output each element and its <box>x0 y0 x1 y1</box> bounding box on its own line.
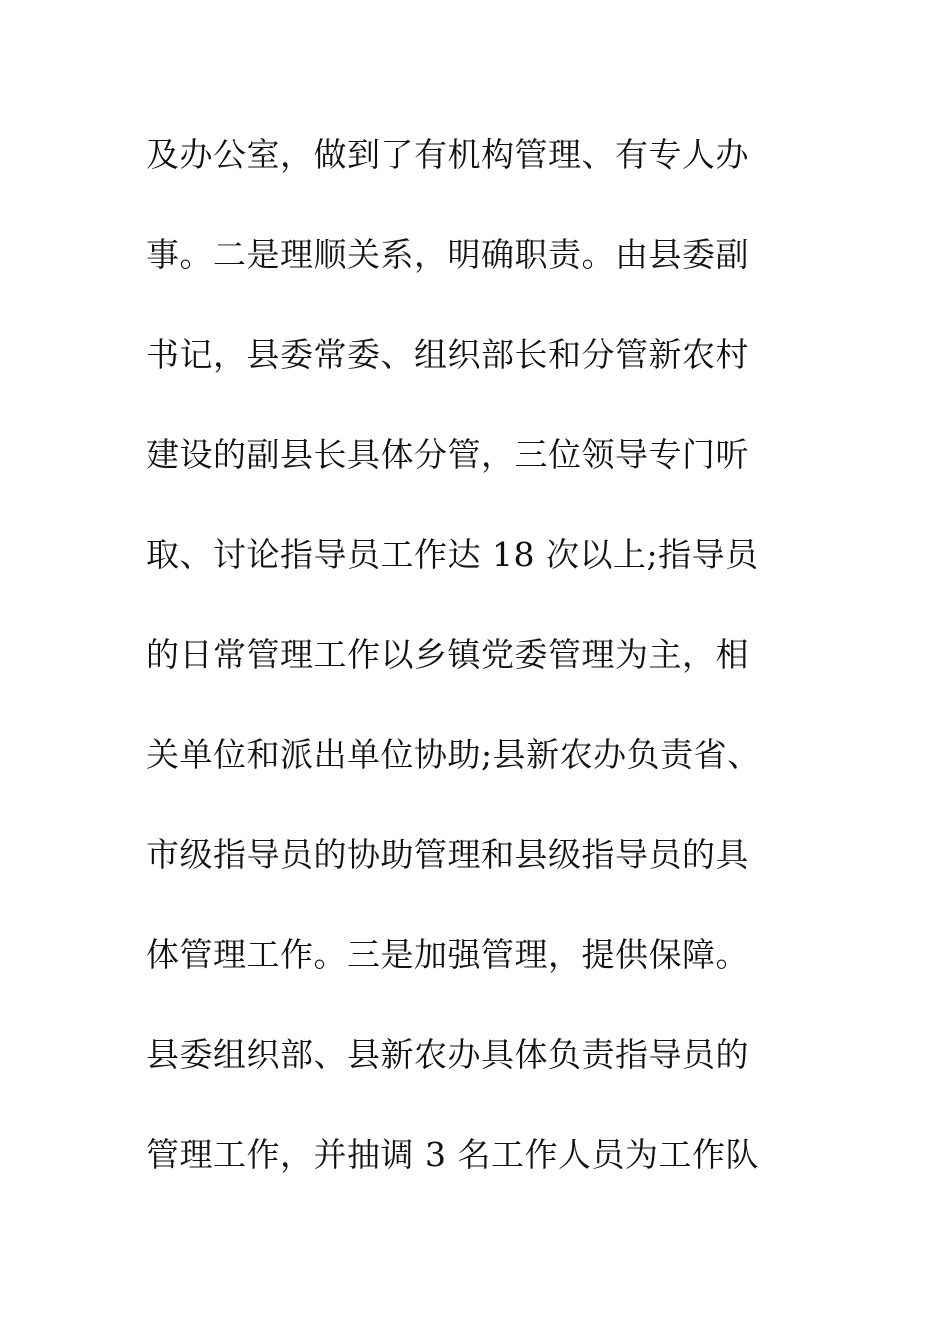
text-line-6: 的日常管理工作以乡镇党委管理为主，相 <box>146 635 749 674</box>
text-line-3: 书记，县委常委、组织部长和分管新农村 <box>146 335 749 374</box>
text-line-9: 体管理工作。三是加强管理，提供保障。 <box>146 935 749 974</box>
text-line-11: 管理工作，并抽调 3 名工作人员为工作队 <box>146 1135 759 1174</box>
body-text <box>146 128 806 1228</box>
text-line-2: 事。二是理顺关系，明确职责。由县委副 <box>146 235 749 274</box>
text-line-5: 取、讨论指导员工作达 18 次以上;指导员 <box>146 535 759 574</box>
text-line-1: 及办公室，做到了有机构管理、有专人办 <box>146 135 749 174</box>
text-line-10: 县委组织部、县新农办具体负责指导员的 <box>146 1035 749 1074</box>
text-line-8: 市级指导员的协助管理和县级指导员的具 <box>146 835 749 874</box>
text-line-7: 关单位和派出单位协助;县新农办负责省、 <box>146 735 761 774</box>
text-line-4: 建设的副县长具体分管，三位领导专门听 <box>146 435 749 474</box>
